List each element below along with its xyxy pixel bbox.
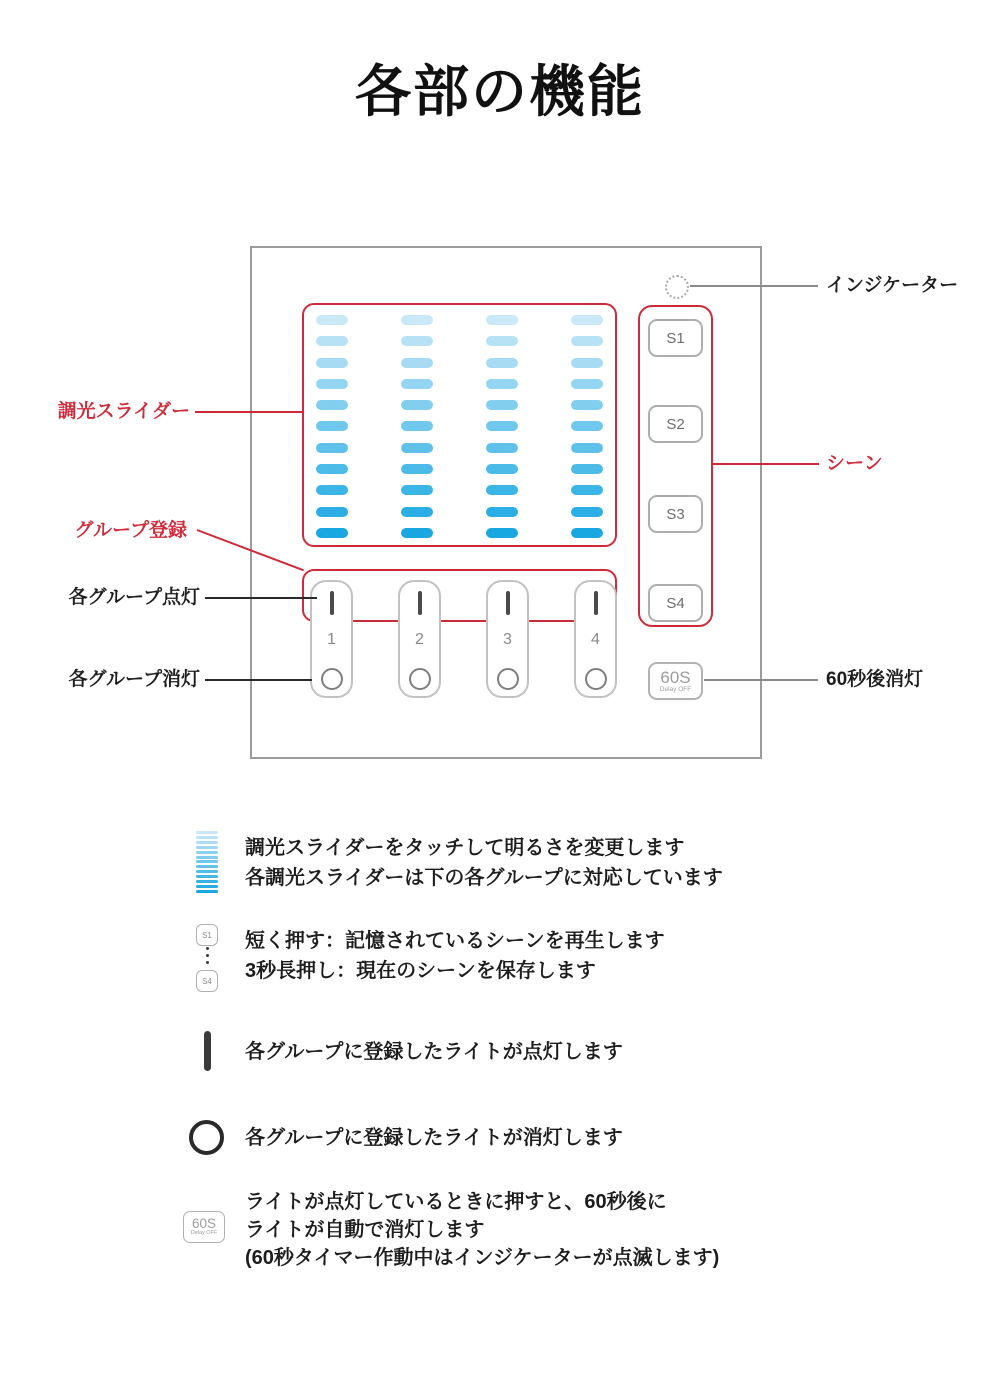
dimmer-bar xyxy=(316,528,348,538)
scene-button-s3: S3 xyxy=(648,495,703,533)
callout-line-group-on xyxy=(205,597,317,599)
dimmer-slider-column-2 xyxy=(401,315,433,538)
dimmer-bar xyxy=(486,358,518,368)
dimmer-bar xyxy=(571,443,603,453)
legend-text-dimmer: 調光スライダーをタッチして明るさを変更します 各調光スライダーは下の各グループに対応しています xyxy=(245,837,723,889)
legend-group-off-icon xyxy=(189,1120,224,1155)
dimmer-bar xyxy=(401,485,433,495)
scene-button-s4: S4 xyxy=(648,584,703,622)
callout-label-group-on: 各グループ点灯 xyxy=(68,587,200,608)
dimmer-bar xyxy=(571,400,603,410)
callout-line-group-off xyxy=(205,679,312,681)
legend-text-group-on: 各グループに登録したライトが点灯します xyxy=(245,1041,623,1063)
group-number: 2 xyxy=(415,631,424,648)
dimmer-bar xyxy=(486,336,518,346)
dimmer-bar xyxy=(316,464,348,474)
dimmer-bar xyxy=(486,400,518,410)
callout-label-indicator: インジケーター xyxy=(826,275,959,296)
dimmer-bar xyxy=(316,421,348,431)
callout-label-delay-off: 60秒後消灯 xyxy=(826,669,924,690)
group-number: 1 xyxy=(327,631,336,648)
legend-text-scene: 短く押す：記憶されているシーンを再生します 3秒長押し：現在のシーンを保存します xyxy=(245,930,665,982)
group-number: 4 xyxy=(591,631,600,648)
dimmer-bar xyxy=(401,400,433,410)
dimmer-bar xyxy=(316,336,348,346)
callout-label-scene: シーン xyxy=(826,453,883,474)
dimmer-bar xyxy=(486,528,518,538)
callout-line-dimmer xyxy=(195,411,302,413)
dimmer-bar xyxy=(486,485,518,495)
group-number: 3 xyxy=(503,631,512,648)
callout-line-indicator xyxy=(690,285,818,287)
legend-ellipsis-icon xyxy=(203,947,211,964)
group-on-icon xyxy=(330,591,334,615)
dimmer-bar xyxy=(401,336,433,346)
dimmer-bar xyxy=(571,358,603,368)
group-button-4 xyxy=(574,580,617,698)
legend-text-group-off: 各グループに登録したライトが消灯します xyxy=(245,1127,623,1149)
control-panel xyxy=(250,246,762,759)
page-title: 各部の機能 xyxy=(355,60,645,123)
legend-group-on-icon xyxy=(204,1031,211,1071)
dimmer-bar xyxy=(316,507,348,517)
dimmer-bar xyxy=(401,379,433,389)
dimmer-bar xyxy=(401,443,433,453)
dimmer-bar xyxy=(401,507,433,517)
dimmer-bar xyxy=(486,507,518,517)
legend-delay-60s-icon: 60S Delay OFF xyxy=(183,1211,225,1243)
delay-off-button-label: 60S xyxy=(660,667,691,687)
dimmer-bar xyxy=(401,464,433,474)
dimmer-bar xyxy=(571,336,603,346)
dimmer-bar xyxy=(401,358,433,368)
group-off-icon xyxy=(321,668,343,690)
dimmer-slider-column-1 xyxy=(316,315,348,538)
dimmer-bar xyxy=(486,443,518,453)
dimmer-bar xyxy=(401,315,433,325)
dimmer-bar xyxy=(571,528,603,538)
group-on-icon xyxy=(594,591,598,615)
dimmer-bar xyxy=(571,464,603,474)
dimmer-bar xyxy=(401,421,433,431)
callout-line-delay-off xyxy=(704,679,818,681)
legend-mini-slider-icon xyxy=(196,831,218,893)
dimmer-bar xyxy=(316,485,348,495)
callout-label-group-register: グループ登録 xyxy=(74,520,187,541)
indicator-led xyxy=(665,275,689,299)
scene-button-s2: S2 xyxy=(648,405,703,443)
delay-off-button-sublabel: Delay OFF xyxy=(659,685,692,693)
dimmer-bar xyxy=(316,358,348,368)
dimmer-bar xyxy=(571,421,603,431)
dimmer-bar xyxy=(486,464,518,474)
dimmer-slider-area xyxy=(302,303,617,547)
dimmer-bar xyxy=(486,379,518,389)
group-button-3 xyxy=(486,580,529,698)
dimmer-bar xyxy=(486,421,518,431)
scene-button-s1: S1 xyxy=(648,319,703,357)
dimmer-bar xyxy=(486,315,518,325)
dimmer-bar xyxy=(571,485,603,495)
dimmer-slider-column-3 xyxy=(486,315,518,538)
dimmer-bar xyxy=(571,315,603,325)
dimmer-bar xyxy=(401,528,433,538)
delay-off-button xyxy=(648,662,703,700)
dimmer-slider-column-4 xyxy=(571,315,603,538)
scene-button-group xyxy=(638,305,713,627)
dimmer-bar xyxy=(316,379,348,389)
dimmer-bar xyxy=(316,400,348,410)
group-off-icon xyxy=(409,668,431,690)
legend-text-delay: ライトが点灯しているときに押すと、60秒後に ライトが自動で消灯します (60秒タイマー作動中はインジケーターが点滅します) xyxy=(245,1191,720,1269)
group-on-icon xyxy=(418,591,422,615)
legend-scene-s4-icon: S4 xyxy=(196,970,218,992)
callout-label-group-off: 各グループ消灯 xyxy=(68,669,200,690)
dimmer-bar xyxy=(571,379,603,389)
group-off-icon xyxy=(585,668,607,690)
dimmer-bar xyxy=(316,315,348,325)
group-on-icon xyxy=(506,591,510,615)
group-button-2 xyxy=(398,580,441,698)
dimmer-bar xyxy=(571,507,603,517)
group-off-icon xyxy=(497,668,519,690)
legend-scene-s1-icon: S1 xyxy=(196,924,218,946)
callout-label-dimmer: 調光スライダー xyxy=(57,401,190,422)
dimmer-bar xyxy=(316,443,348,453)
callout-line-scene xyxy=(713,463,819,465)
